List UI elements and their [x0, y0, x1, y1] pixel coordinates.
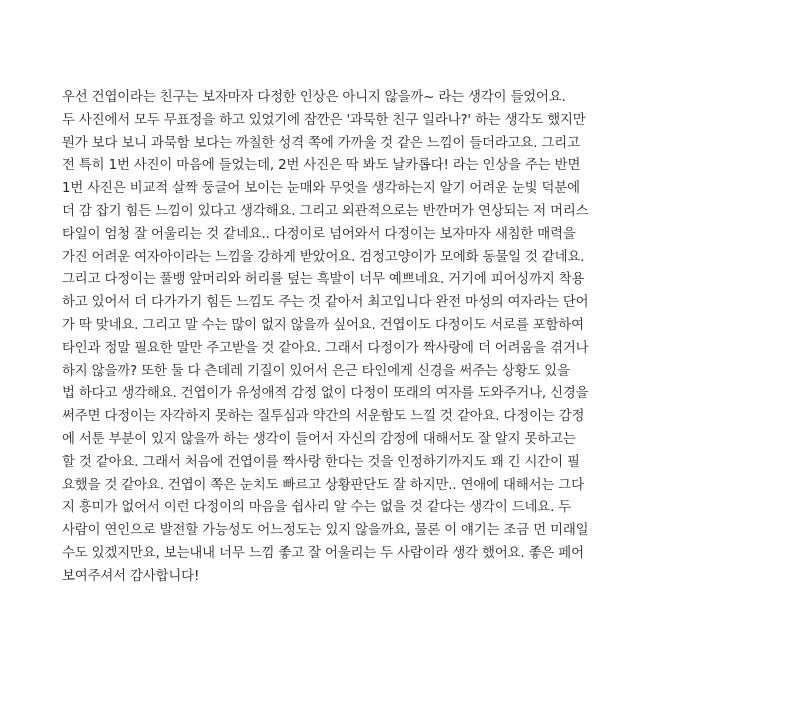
text-line: 에 서툰 부분이 있지 않을까 하는 생각이 들어서 자신의 감정에 대해서도 잘 알지 못하고는 — [62, 431, 576, 447]
text-line: 타일이 엄청 잘 어울리는 것 같네요.. 다정이로 넘어와서 다정이는 보자마자 새침한 매력을 — [62, 226, 576, 242]
text-line: 더 감 잡기 힘든 느낌이 있다고 생각해요. 그리고 외관적으로는 반깐머가 연상되는 저 머리스 — [62, 203, 589, 219]
text-line: 지 흥미가 없어서 이런 다정이의 마음을 쉽사리 알 수는 없을 것 같다는 생각이 드네요. 두 — [62, 500, 572, 516]
text-line: 가 딱 맞네요. 그리고 말 수는 많이 없지 않을까 싶어요. 건엽이도 다정이도 서로를 포함하여 — [62, 317, 584, 333]
text-line: 가진 어려운 여자아이라는 느낌을 강하게 받았어요. 검정고양이가 모에화 동물일 것 같네요. — [62, 249, 585, 265]
review-text-block — [62, 87, 742, 589]
text-line: 법 하다고 생각해요. 건엽이가 유성애적 감정 없이 다정이 또래의 여자를 도와주거나, 신경을 — [62, 386, 589, 402]
text-line: 수도 있겠지만요, 보는내내 너무 느낌 좋고 잘 어울리는 두 사람이라 생각 했어요. 좋은 페어 — [62, 545, 584, 561]
text-line: 요했을 것 같아요. 건엽이 쪽은 눈치도 빠르고 상황판단도 잘 하지만.. 연애에 대해서는 그다 — [62, 477, 584, 493]
text-line: 그리고 다정이는 풀뱅 앞머리와 허리를 덮는 흑발이 너무 예쁘네요. 거기에 피어싱까지 착용 — [62, 272, 585, 288]
text-line: 하고 있어서 더 다가가기 힘든 느낌도 주는 것 같아서 최고입니다 완전 마성의 여자라는 단어 — [62, 295, 589, 311]
text-line: 타인과 정말 필요한 말만 주고받을 것 같아요. 그래서 다정이가 짝사랑에 더 어려움을 겪거나 — [62, 340, 589, 356]
text-line: 1번 사진은 비교적 살짝 둥글어 보이는 눈매와 무엇을 생각하는지 알기 어려운 눈빛 덕분에 — [62, 181, 580, 197]
text-line: 보여주셔서 감사합니다! — [62, 568, 200, 584]
text-line: 써주면 다정이는 자각하지 못하는 질투심과 약간의 서운함도 느낄 것 같아요. 다정이는 감정 — [62, 409, 585, 425]
text-line: 우선 건엽이라는 친구는 보자마자 다정한 인상은 아니지 않을까~ 라는 생각이 들었어요. — [62, 90, 566, 105]
text-line: 사람이 연인으로 발전할 가능성도 어느정도는 있지 않을까요, 물론 이 얘기는 조금 먼 미래일 — [62, 523, 589, 539]
text-line: 뭔가 보다 보니 과묵함 보다는 까칠한 성격 쪽에 가까울 것 같은 느낌이 들더라고요. 그리고 — [62, 135, 580, 151]
text-line: 두 사진에서 모두 무표정을 하고 있었기에 잠깐은 '과묵한 친구 일라나?' 하는 생각도 했지만 — [62, 112, 586, 128]
text-line: 전 특히 1번 사진이 마음에 들었는데, 2번 사진은 딱 봐도 날카롭다! 라는 인상을 주는 반면 — [62, 158, 581, 174]
text-line: 하지 않을까? 또한 둘 다 츤데레 기질이 있어서 은근 타인에게 신경을 써주는 상황도 있을 — [62, 363, 570, 379]
text-line: 할 것 같아요. 그래서 처음에 건엽이를 짝사랑 한다는 것을 인정하기까지도 꽤 긴 시간이 필 — [62, 454, 580, 470]
